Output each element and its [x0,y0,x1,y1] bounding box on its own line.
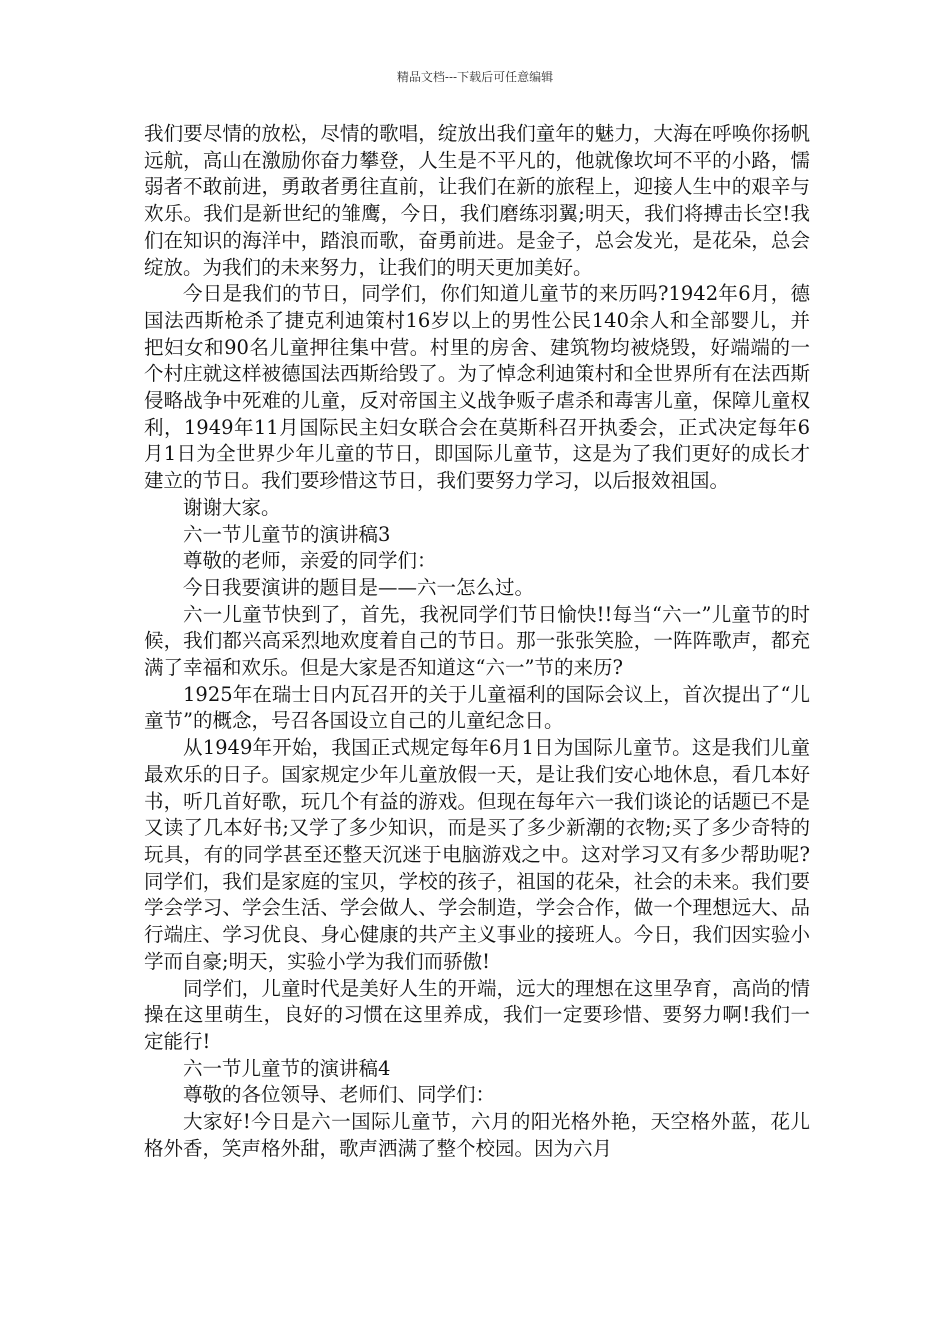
section-heading: 六一节儿童节的演讲稿3 [183,522,391,546]
document-body [144,121,810,1162]
paragraph: 今日我要演讲的题目是——六一怎么过。 [183,575,535,599]
paragraph: 六一儿童节快到了，首先，我祝同学们节日愉快!!每当“六一”儿童节的时候，我们都兴高采烈地欢度着自己的节日。那一张张笑脸，一阵阵歌声，都充满了幸福和欢乐。但是大家是否知道这“六一”节的来历? [144,602,810,680]
salutation: 尊敬的各位领导、老师们、同学们： [183,1083,496,1107]
paragraph: 我们要尽情的放松，尽情的歌唱，绽放出我们童年的魅力，大海在呼唤你扬帆远航，高山在激励你奋力攀登，人生是不平凡的，他就像坎坷不平的小路，懦弱者不敢前进，勇敢者勇往直前，让我们在新的旅程上，迎接人生中的艰辛与欢乐。我们是新世纪的雏鹰，今日，我们磨练羽翼;明天，我们将搏击长空!我们在知识的海洋中，踏浪而歌，奋勇前进。是金子，总会发光，是花朵，总会绽放。为我们的未来努力，让我们的明天更加美好。 [144,122,810,279]
page-header: 精品文档---下载后可任意编辑 [396,70,554,84]
salutation: 尊敬的老师，亲爱的同学们： [183,549,437,573]
paragraph: 今日是我们的节日，同学们，你们知道儿童节的来历吗?1942年6月，德国法西斯枪杀了捷克利迪策村16岁以上的男性公民140余人和全部婴儿，并把妇女和90名儿童押往集中营。村里的房舍、建筑物均被烧毁，好端端的一个村庄就这样被德国法西斯给毁了。为了悼念利迪策村和全世界所有在法西斯侵略战争中死难的儿童，反对帝国主义战争贩子虐杀和毒害儿童，保障儿童权利，1949年11月国际民主妇女联合会在莫斯科召开执委会，正式决定每年6月1日为全世界少年儿童的节日，即国际儿童节，这是为了我们更好的成长才建立的节日。我们要珍惜这节日，我们要努力学习，以后报效祖国。 [144,282,810,493]
paragraph: 从1949年开始，我国正式规定每年6月1日为国际儿童节。这是我们儿童最欢乐的日子。国家规定少年儿童放假一天，是让我们安心地休息，看几本好书，听几首好歌，玩几个有益的游戏。但现在每年六一我们谈论的话题已不是又读了几本好书;又学了多少知识，而是买了多少新潮的衣物;买了多少奇特的玩具，有的同学甚至还整天沉迷于电脑游戏之中。这对学习又有多少帮助呢?同学们，我们是家庭的宝贝，学校的孩子，祖国的花朵，社会的未来。我们要学会学习、学会生活、学会做人、学会制造，学会合作，做一个理想远大、品行端庄、学习优良、身心健康的共产主义事业的接班人。今日，我们因实验小学而自豪;明天，实验小学为我们而骄傲! [144,736,810,973]
section-heading: 六一节儿童节的演讲稿4 [183,1056,391,1080]
paragraph: 大家好!今日是六一国际儿童节，六月的阳光格外艳，天空格外蓝，花儿格外香，笑声格外甜，歌声洒满了整个校园。因为六月 [144,1110,810,1160]
paragraph: 1925年在瑞士日内瓦召开的关于儿童福利的国际会议上，首次提出了“儿童节”的概念，号召各国设立自己的儿童纪念日。 [144,682,810,733]
paragraph: 谢谢大家。 [183,495,281,519]
paragraph: 同学们，儿童时代是美好人生的开端，远大的理想在这里孕育，高尚的情操在这里萌生，良好的习惯在这里养成，我们一定要珍惜、要努力啊!我们一定能行! [144,976,810,1053]
